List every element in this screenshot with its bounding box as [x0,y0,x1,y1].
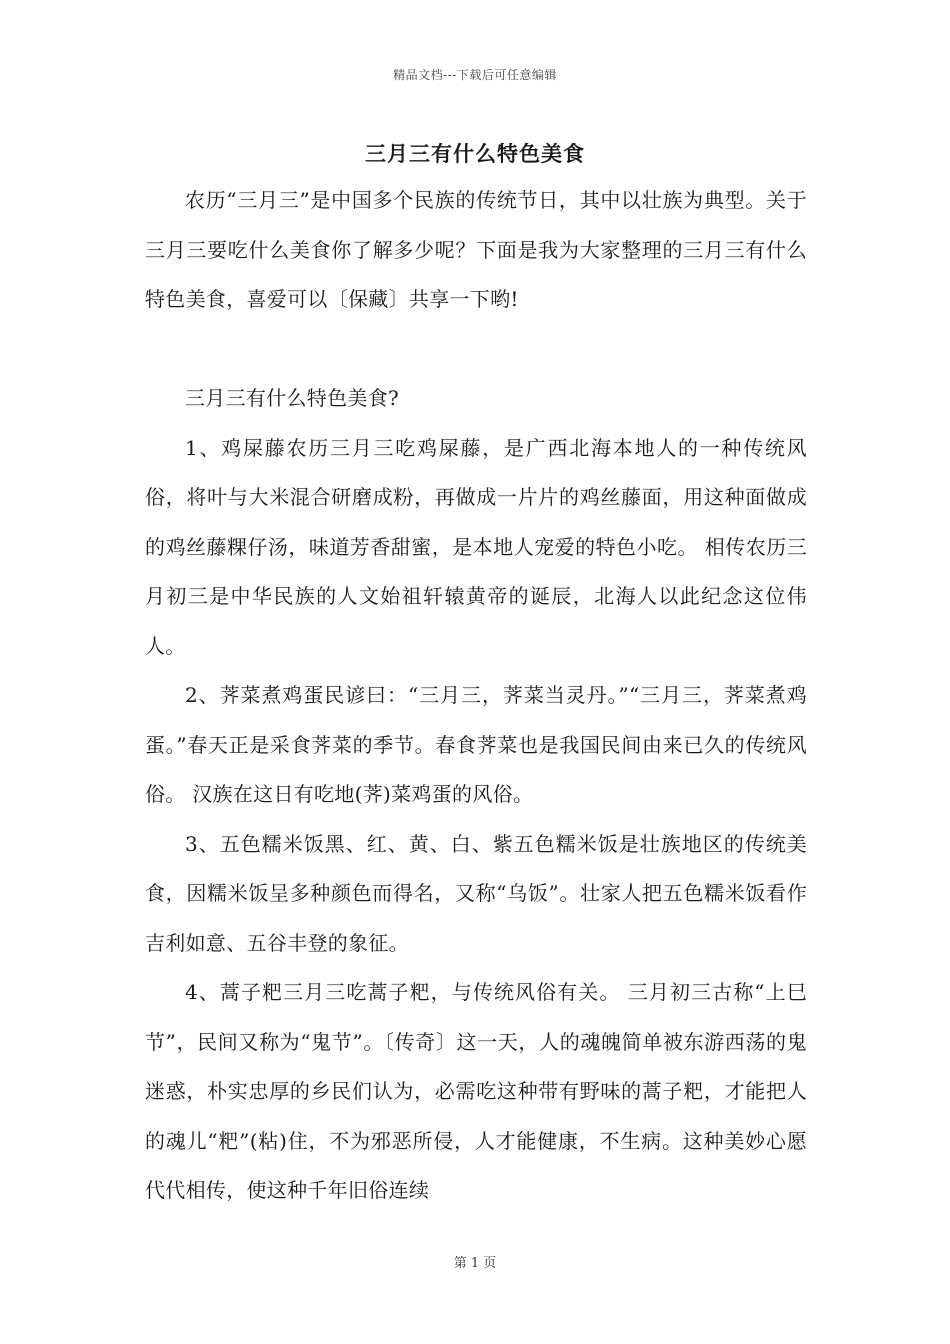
page-number: 第 1 页 [453,1256,497,1271]
list-item-2: 2、荠菜煮鸡蛋民谚曰：“三月三，荠菜当灵丹。”“三月三，荠菜煮鸡蛋。”春天正是采食荠菜的季节。春食荠菜也是我国民间由来已久的传统风俗。 汉族在这日有吃地(荠)菜鸡蛋的风俗。 [145,683,807,806]
document-body [145,176,807,1216]
intro-paragraph: 农历“三月三”是中国多个民族的传统节日，其中以壮族为典型。关于三月三要吃什么美食你了解多少呢？下面是我为大家整理的三月三有什么特色美食，喜爱可以〔保藏〕共享一下哟! [145,188,807,311]
list-item-3: 3、五色糯米饭黑、红、黄、白、紫五色糯米饭是壮族地区的传统美食，因糯米饭呈多种颜色而得名，又称“乌饭”。壮家人把五色糯米饭看作吉利如意、五谷丰登的象征。 [145,831,807,955]
document-title: 三月三有什么特色美食 [365,141,585,166]
list-item-1: 1、鸡屎藤农历三月三吃鸡屎藤，是广西北海本地人的一种传统风俗，将叶与大米混合研磨成粉，再做成一片片的鸡丝藤面，用这种面做成的鸡丝藤粿仔汤，味道芳香甜蜜，是本地人宠爱的特色小吃。 相传农历三月初三是中华民族的人文始祖轩辕黄帝的诞辰，北海人以此纪念这位伟人。 [145,435,807,658]
page-header: 精品文档---下载后可任意编辑 [393,68,557,82]
list-item-4: 4、蒿子粑三月三吃蒿子粑，与传统风俗有关。 三月初三古称“上巳节”，民间又称为“鬼节”。〔传奇〕这一天，人的魂魄简单被东游西荡的鬼迷惑，朴实忠厚的乡民们认为，必需吃这种带有野味的蒿子粑，才能把人的魂儿“粑”(粘)住，不为邪恶所侵，人才能健康，不生病。这种美妙心愿代代相传，使这种千年旧俗连续 [145,980,807,1202]
section-heading: 三月三有什么特色美食? [185,386,400,410]
